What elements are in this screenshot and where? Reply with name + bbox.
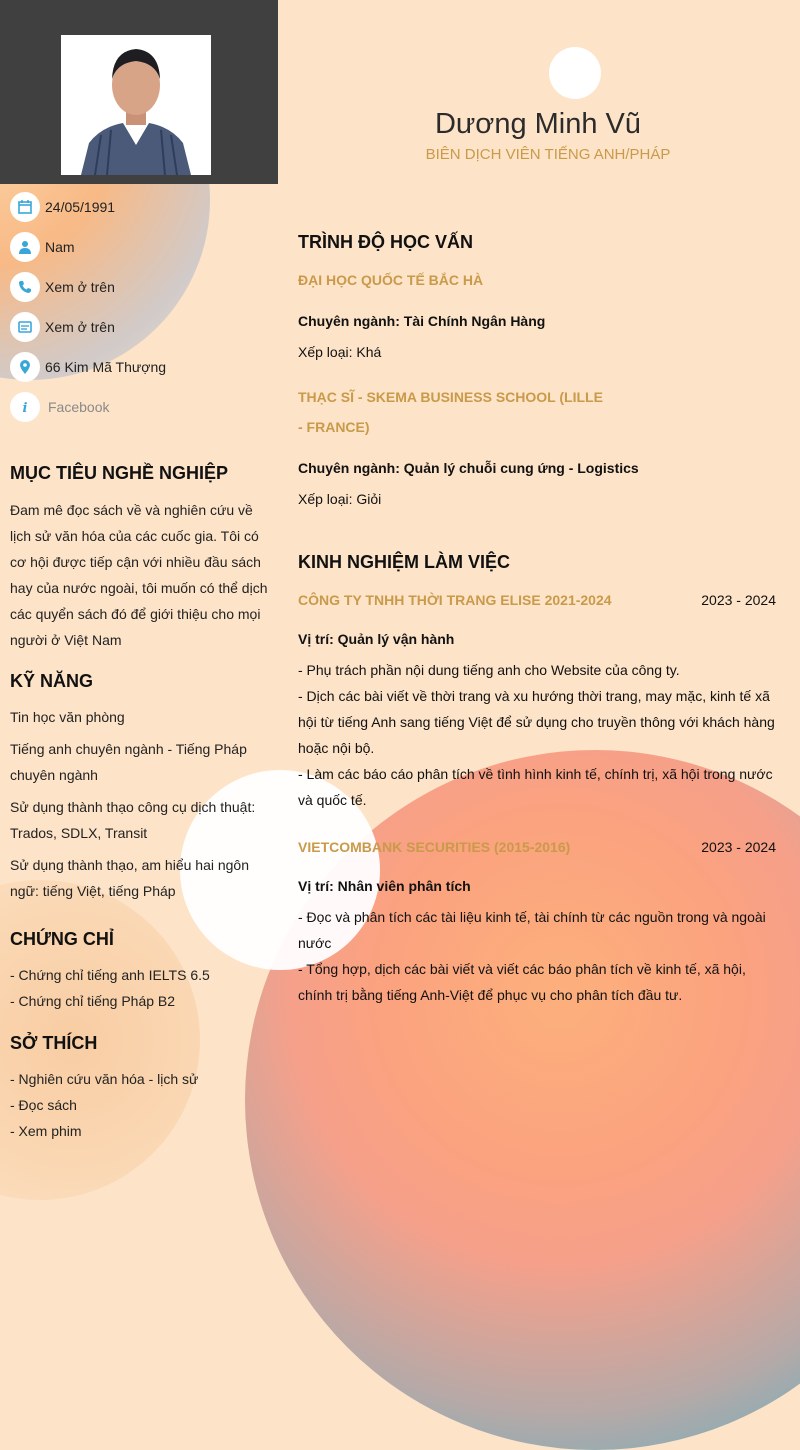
contact-address <box>10 352 166 382</box>
candidate-name: Dương Minh Vũ <box>434 108 642 140</box>
certificate-item: - Chứng chỉ tiếng Pháp B2 <box>10 993 176 1009</box>
location-icon <box>10 352 40 382</box>
experience-title: KINH NGHIỆM LÀM VIỆC <box>298 552 511 572</box>
rank-text: Xếp loại: Giỏi <box>298 491 382 507</box>
school-name: THẠC SĨ - SKEMA BUSINESS SCHOOL (LILLE - FRANCE) <box>298 389 603 435</box>
duty-line: - Dịch các bài viết về thời trang và xu hướng thời trang, may mặc, kinh tế xã hội từ tiếng Anh sang tiếng Việt để sử dụng cho truyền thông với khách hàng hoặc nội bộ. <box>298 688 775 756</box>
position-text: Vị trí: Quản lý vận hành <box>298 631 455 647</box>
decor-circle-small-top <box>549 47 601 99</box>
gender-text: Nam <box>45 239 75 255</box>
birthdate-text: 24/05/1991 <box>45 199 116 215</box>
education-rank <box>298 486 776 512</box>
experience-years: 2023 - 2024 <box>701 592 776 608</box>
objective-title: MỤC TIÊU NGHỀ NGHIỆP <box>10 463 229 483</box>
facebook-link[interactable]: Facebook <box>48 399 110 415</box>
experience-entry <box>298 832 776 862</box>
job-title: BIÊN DỊCH VIÊN TIẾNG ANH/PHÁP <box>425 146 671 163</box>
certificates-title: CHỨNG CHỈ <box>10 929 114 949</box>
company-name: CÔNG TY TNHH THỜI TRANG ELISE 2021-2024 <box>298 592 612 608</box>
certificates-list <box>10 962 268 1014</box>
info-icon <box>10 392 40 422</box>
skills-list <box>10 704 268 910</box>
email-text: Xem ở trên <box>45 319 115 335</box>
skill-item: Sử dụng thành thạo, am hiểu hai ngôn ngữ: tiếng Việt, tiếng Pháp <box>10 857 249 899</box>
hobby-item: - Nghiên cứu văn hóa - lịch sử <box>10 1071 199 1087</box>
rank-text: Xếp loại: Khá <box>298 344 382 360</box>
education-major <box>298 308 776 334</box>
phone-icon <box>10 272 40 302</box>
svg-text:i: i <box>22 401 28 415</box>
position-text: Vị trí: Nhân viên phân tích <box>298 878 471 894</box>
hobbies-title: SỞ THÍCH <box>10 1033 98 1053</box>
hobby-item: - Đọc sách <box>10 1097 77 1113</box>
skills-title: KỸ NĂNG <box>10 671 94 691</box>
education-rank <box>298 339 776 365</box>
duty-line: - Tổng hợp, dịch các bài viết và viết các báo phân tích về kinh tế, xã hội, chính trị bằng tiếng Anh-Việt để phục vụ cho phân tích đầu tư. <box>298 961 746 1003</box>
contact-phone <box>10 272 115 302</box>
school-name: ĐẠI HỌC QUỐC TẾ BẮC HÀ <box>298 272 484 288</box>
skill-item: Tin học văn phòng <box>10 709 125 725</box>
phone-text: Xem ở trên <box>45 279 115 295</box>
experience-details <box>298 626 776 813</box>
address-text: 66 Kim Mã Thượng <box>45 359 167 375</box>
experience-entry <box>298 585 776 615</box>
calendar-icon <box>10 192 40 222</box>
education-entry <box>298 382 608 442</box>
major-text: Chuyên ngành: Tài Chính Ngân Hàng <box>298 313 546 329</box>
education-major <box>298 455 776 481</box>
major-text: Chuyên ngành: Quản lý chuỗi cung ứng - Logistics <box>298 460 639 476</box>
experience-details <box>298 873 776 1008</box>
education-title: TRÌNH ĐỘ HỌC VẤN <box>298 232 473 252</box>
contact-facebook <box>10 392 109 422</box>
contact-gender <box>10 232 75 262</box>
experience-years: 2023 - 2024 <box>701 839 776 855</box>
profile-photo <box>61 35 211 175</box>
duty-line: - Đọc và phân tích các tài liệu kinh tế, tài chính từ các nguồn trong và ngoài nước <box>298 909 766 951</box>
company-name: VIETCOMBANK SECURITIES (2015-2016) <box>298 839 571 855</box>
hobbies-list <box>10 1066 268 1144</box>
email-icon <box>10 312 40 342</box>
duty-line: - Làm các báo cáo phân tích về tình hình kinh tế, chính trị, xã hội trong nước và quốc tế. <box>298 766 773 808</box>
duty-line: - Phụ trách phần nội dung tiếng anh cho Website của công ty. <box>298 662 680 678</box>
user-icon <box>10 232 40 262</box>
skill-item: Sử dụng thành thạo công cụ dịch thuật: Trados, SDLX, Transit <box>10 799 256 841</box>
contact-birthdate <box>10 192 115 222</box>
certificate-item: - Chứng chỉ tiếng anh IELTS 6.5 <box>10 967 210 983</box>
education-entry <box>298 265 598 295</box>
contact-email <box>10 312 115 342</box>
skill-item: Tiếng anh chuyên ngành - Tiếng Pháp chuyên ngành <box>10 741 247 783</box>
objective-text: Đam mê đọc sách về và nghiên cứu về lịch sử văn hóa của các cuốc gia. Tôi có cơ hội được tiếp cận với nhiều đầu sách hay của nước ngoài, tôi muốn có thể dịch các quyển sách đó để giới thiệu cho mọi người ở Việt Nam <box>10 502 268 648</box>
hobby-item: - Xem phim <box>10 1123 82 1139</box>
